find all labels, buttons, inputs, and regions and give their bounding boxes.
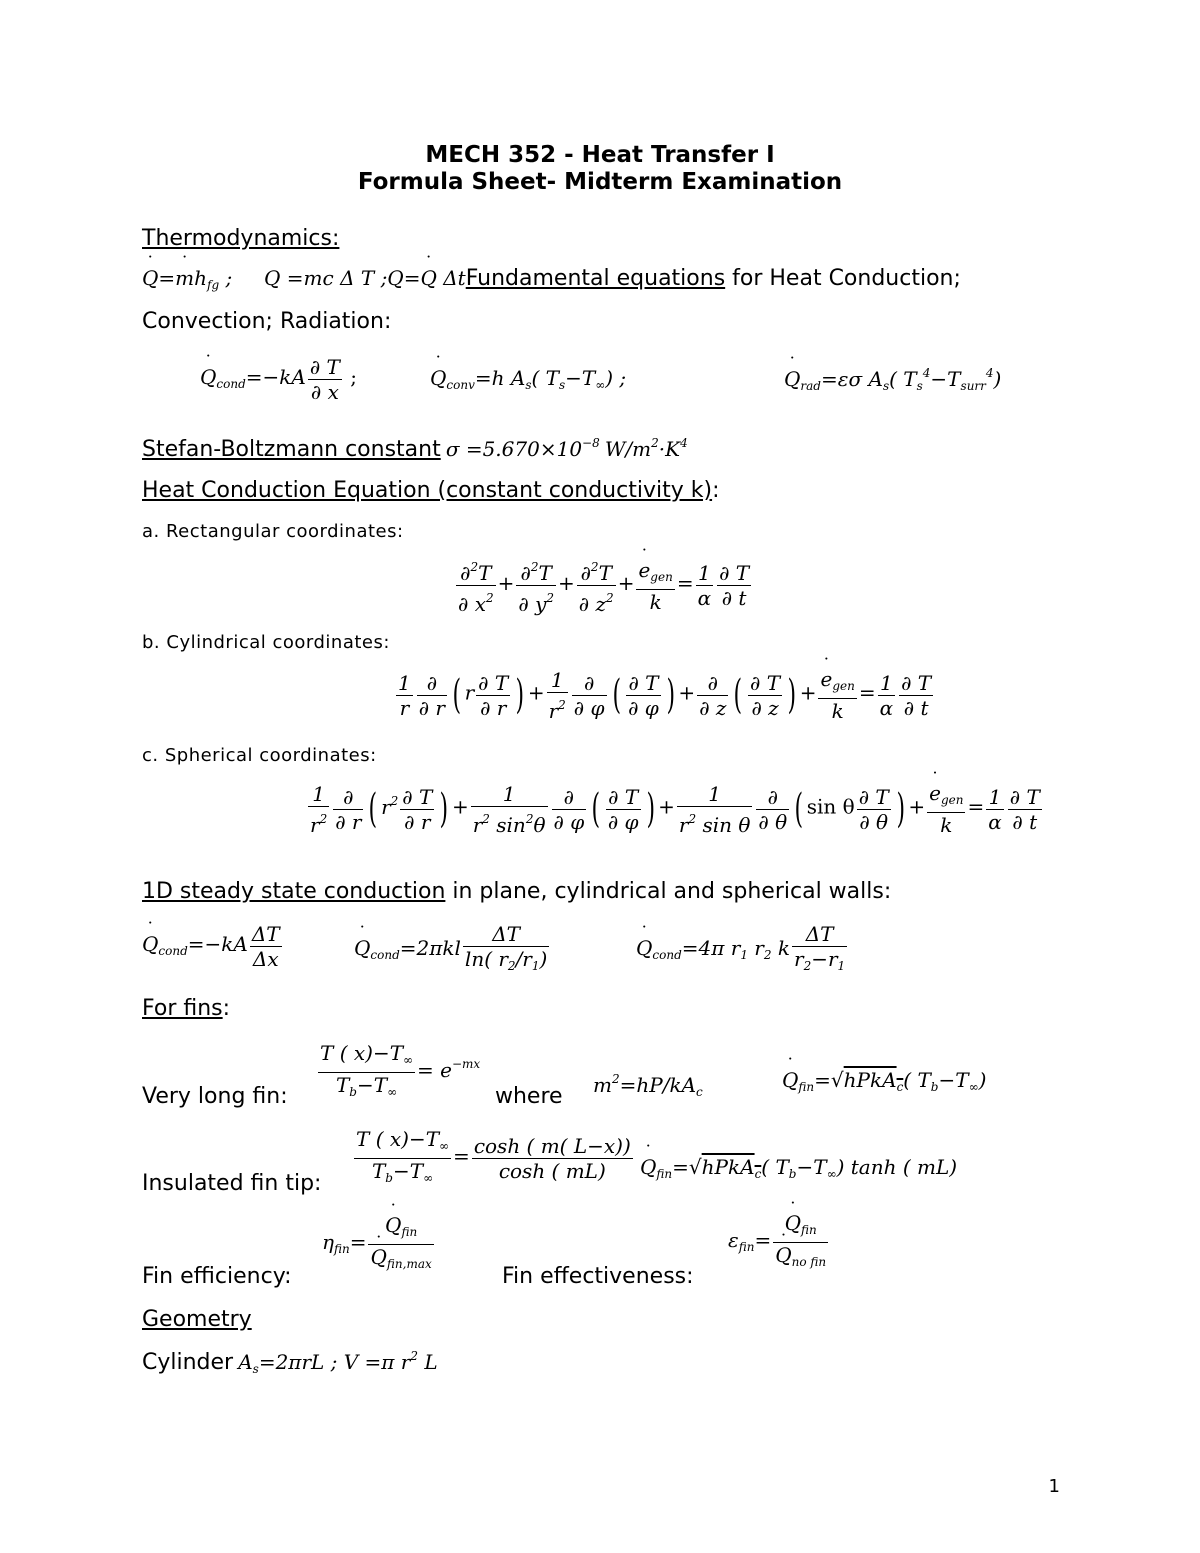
eq-spherical-wall: ˙ $Q_{cond}=4\pi$ $r_1$ $r_2$ k $\frac{\Delta T}{r_2-r_1}$ xyxy=(636,923,849,977)
eq-very-long-fin: $\frac{T ( x)-T_\infty}{T_b-T_\infty}$ = $e^{-mx}$ xyxy=(320,1041,481,1099)
cylindrical-label: b. Cylindrical coordinates: xyxy=(142,632,390,653)
fins-colon: : xyxy=(222,996,231,1021)
stefan-boltzmann-value: σ =5.670×10 xyxy=(445,437,583,461)
fin-effectiveness-label: Fin effectiveness: xyxy=(502,1264,694,1289)
insulated-fin-label: Insulated fin tip: xyxy=(142,1171,322,1196)
stefan-boltzmann-label: Stefan-Boltzmann constant xyxy=(142,437,441,462)
cylinder-line: Cylinder $A_s=2\pi rL$ ; V =π $r^2$ L xyxy=(142,1349,438,1376)
eq-cylindrical-wall: ˙ $Q_{cond}=2\pi kl$ $\frac{\Delta T}{\ln( r_2/r_1)}$ xyxy=(354,923,551,977)
geometry-heading: Geometry xyxy=(142,1307,252,1332)
rectangular-label: a. Rectangular coordinates: xyxy=(142,521,404,542)
where-label: where xyxy=(495,1084,563,1109)
steady-state-heading-line xyxy=(142,879,891,904)
fundamental-equations-rest: for Heat Conduction; xyxy=(725,266,961,291)
page-number: 1 xyxy=(1048,1476,1060,1497)
fins-heading-line xyxy=(142,996,230,1021)
eq-spherical: $\frac{1}{r^2}$ $\frac{\partial}{\partial r}$ ( $r^2$ $\frac{\partial T}{\partial r}$ ) + $\frac{1}{r^2 \sin^2\theta}$ $\frac{\partial}{\partial \varphi}$ ( $\frac{\partial T}{\partial \varphi}$ ) + $\frac{1}{r^2 \sin \theta}$ $\frac{\partial}{\partial \theta}$ ( sin θ $\frac{\partial T}{\partial \theta}$ ) + ˙ $\frac{e_{gen}}{k}$ = $\frac{1}{\alpha}$ $\frac{\partial T}{\partial t}$ xyxy=(306,782,1044,836)
heat-equation-colon: : xyxy=(712,478,720,503)
thermo-equations-line: ˙ Q=˙ $mh_{fg}$ ; Q =mc Δ T ;Q=˙ Q ΔtFundamental equations for Heat Conduction; xyxy=(142,266,961,292)
eq-m-squared: $m^2=hP/kA_c$ xyxy=(593,1072,703,1099)
eq-plane-wall: ˙ $Q_{cond}=-kA$ $\frac{\Delta T}{\Delta x}$ xyxy=(142,923,284,970)
heat-equation-heading-line xyxy=(142,478,719,503)
very-long-fin-label: Very long fin: xyxy=(142,1084,288,1109)
eq-q-fin-insulated: ˙ $Q_{fin}=√hPkA_c$( $T_b-T_\infty$) tanh ( mL) xyxy=(640,1155,957,1181)
heat-equation-heading: Heat Conduction Equation (constant conductivity k) xyxy=(142,478,713,503)
steady-state-rest: in plane, cylindrical and spherical walls: xyxy=(445,879,892,904)
stefan-exponent: −8 xyxy=(582,436,600,450)
stefan-units: W/m xyxy=(604,437,652,461)
eq-fin-efficiency: $\eta_{fin}=$ ˙ $Q_{fin}$ ˙ $Q_{fin,max}$ xyxy=(322,1214,436,1275)
page-subtitle: Formula Sheet- Midterm Examination xyxy=(357,169,843,195)
eq-q-conv: ˙ $Q_{conv}=h$ $A_s$( $T_s-T_\infty$) ; xyxy=(430,366,626,392)
eq-rectangular: $\frac{\partial^2T}{\partial x^2}$ + $\frac{\partial^2T}{\partial y^2}$ + $\frac{\partial^2T}{\partial z^2}$ + ˙ $\frac{e_{gen}}{k}$ = $\frac{1}{\alpha}$ $\frac{\partial T}{\partial t}$ xyxy=(454,556,753,615)
stefan-units2: ·K xyxy=(658,437,681,461)
eq-fin-effectiveness: $\varepsilon_{fin}=$ ˙ $Q_{fin}$ ˙ $Q_{no fin}$ xyxy=(728,1212,830,1273)
steady-state-heading: 1D steady state conduction xyxy=(142,879,446,904)
thermodynamics-heading: Thermodynamics: xyxy=(142,226,340,251)
fin-efficiency-label: Fin efficiency: xyxy=(142,1264,292,1289)
convection-radiation-line: Convection; Radiation: xyxy=(142,309,392,334)
eq-q-cond: ˙ $Q_{cond}=-kA$ $\frac{\partial T}{\partial x}$ ; xyxy=(200,356,357,403)
spherical-label: c. Spherical coordinates: xyxy=(142,745,377,766)
eq-insulated-fin: $\frac{T ( x)-T_\infty}{T_b-T_\infty}$ = $\frac{\cosh ( m( L-x))}{\cosh ( mL)}$ xyxy=(356,1127,631,1185)
page-title: MECH 352 - Heat Transfer I xyxy=(425,142,775,168)
eq-q-fin-long: ˙ $Q_{fin}=√hPkA_c$( $T_b-T_\infty$) xyxy=(782,1068,986,1094)
cylinder-label: Cylinder xyxy=(142,1350,234,1375)
fundamental-equations-link: Fundamental equations xyxy=(465,266,726,291)
stefan-boltzmann-line: Stefan-Boltzmann constant $\sigma =5.670\times 10^{-8}$ $W/m^2\cdot K^4$ xyxy=(142,436,688,462)
fins-heading: For fins xyxy=(142,996,223,1021)
eq-cylindrical: $\frac{1}{r}$ $\frac{\partial}{\partial r}$ ( r $\frac{\partial T}{\partial r}$ ) + $\frac{1}{r^2}$ $\frac{\partial}{\partial \varphi}$ ( $\frac{\partial T}{\partial \varphi}$ ) + $\frac{\partial}{\partial z}$ ( $\frac{\partial T}{\partial z}$ ) + ˙ $\frac{e_{gen}}{k}$ = $\frac{1}{\alpha}$ $\frac{\partial T}{\partial t}$ xyxy=(394,668,935,722)
eq-q-rad: ˙ $Q_{rad}=\varepsilon\sigma$ $A_s$( $T_s^4-T_{surr}^4$) xyxy=(784,366,1001,393)
